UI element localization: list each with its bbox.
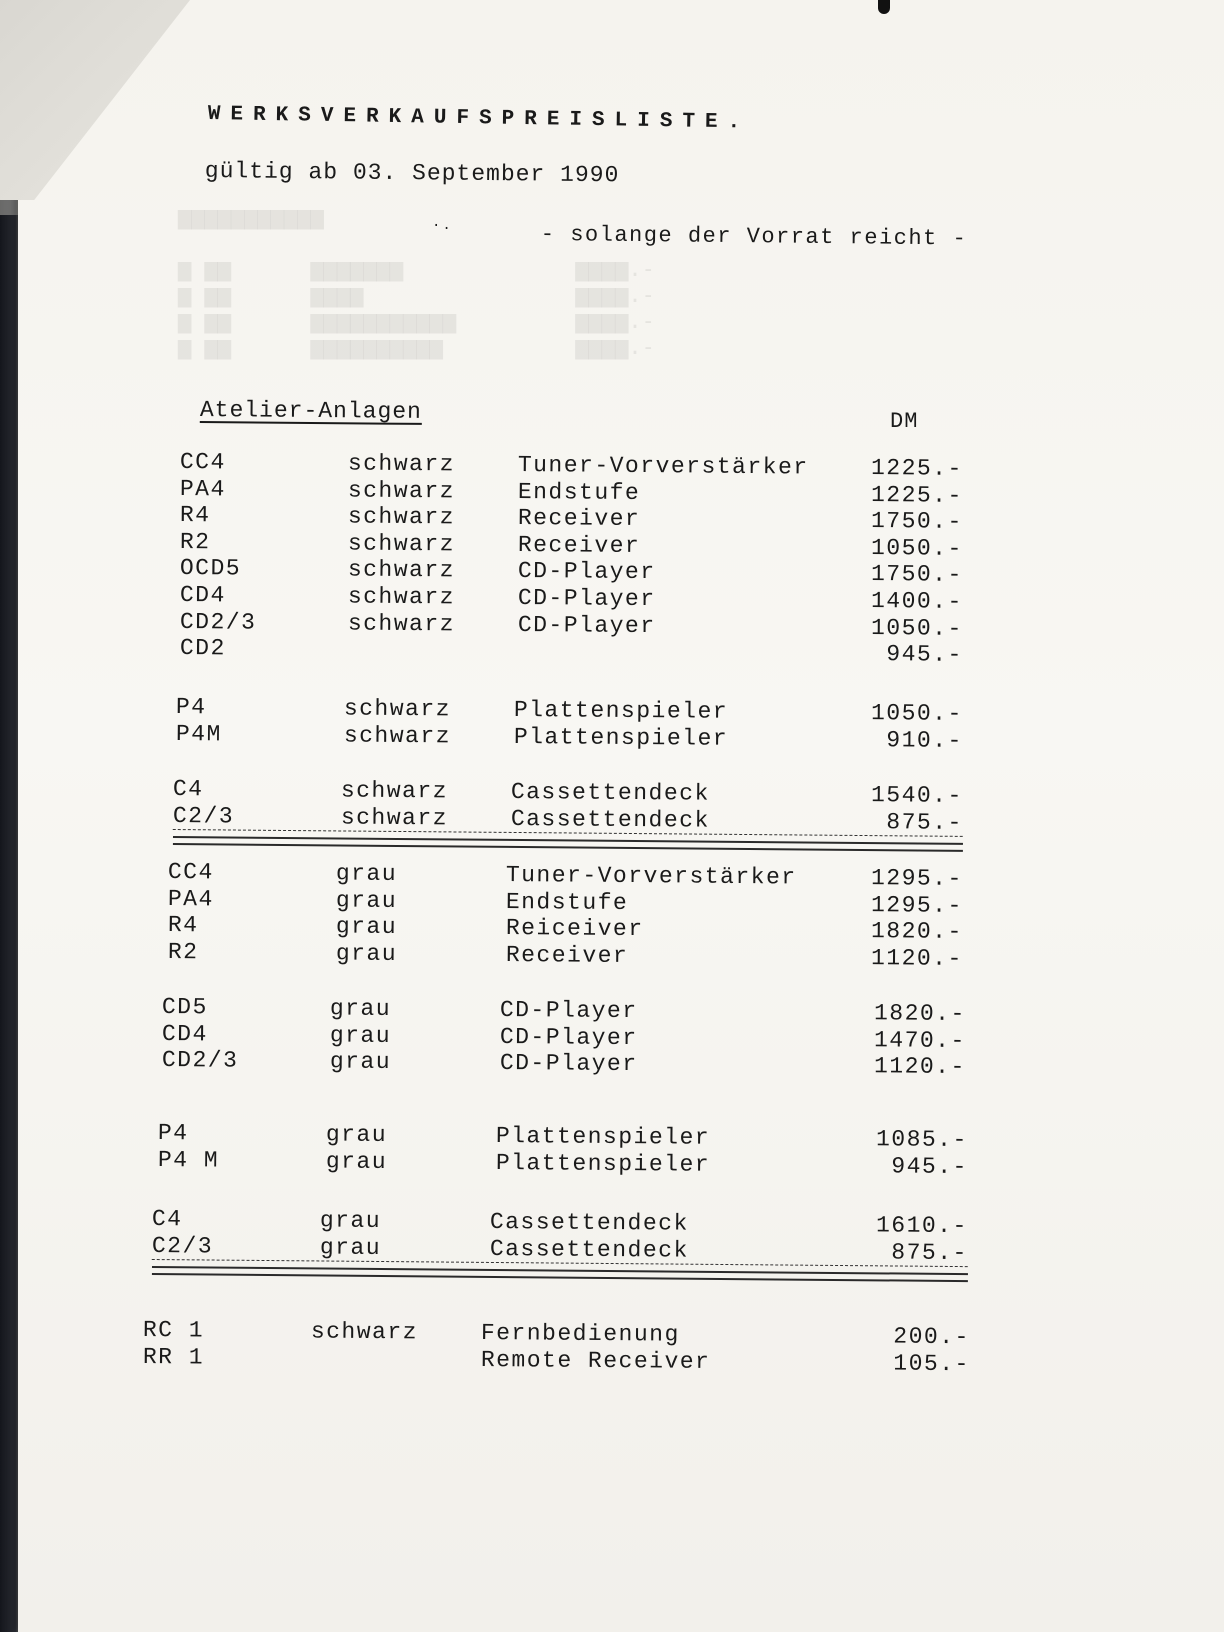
product-description: Tuner-Vorverstärker xyxy=(505,861,797,891)
model-code: CD2 xyxy=(179,635,226,662)
valid-from-date: gültig ab 03. September 1990 xyxy=(204,158,620,189)
product-description: Remote Receiver xyxy=(480,1346,711,1375)
model-code: P4M xyxy=(175,720,222,747)
currency-label: DM xyxy=(890,409,919,434)
finish-color: grau xyxy=(329,995,392,1022)
product-description: Fernbedienung xyxy=(480,1319,680,1348)
price-row xyxy=(180,635,963,668)
finish-color: schwarz xyxy=(347,477,456,504)
model-code: CD4 xyxy=(179,582,226,609)
model-code: CD4 xyxy=(161,1020,208,1047)
price-value: 875.- xyxy=(891,1239,968,1266)
price-value: 1400.- xyxy=(870,588,963,615)
product-description: CD-Player xyxy=(517,558,656,586)
finish-color: schwarz xyxy=(347,556,456,584)
product-description: CD-Player xyxy=(517,584,656,613)
finish-color: grau xyxy=(319,1234,382,1261)
model-code: R4 xyxy=(179,502,211,529)
finish-color: schwarz xyxy=(347,530,456,558)
model-code: PA4 xyxy=(167,885,214,912)
double-rule-divider xyxy=(173,836,963,852)
finish-color: schwarz xyxy=(343,695,452,723)
product-description: CD-Player xyxy=(499,996,638,1025)
finish-color: schwarz xyxy=(347,583,456,611)
product-description: Receiver xyxy=(505,941,629,969)
finish-color: grau xyxy=(329,1022,392,1049)
section-heading: Atelier-Anlagen xyxy=(199,397,423,425)
price-value: 1050.- xyxy=(870,700,963,727)
finish-color: schwarz xyxy=(347,450,456,478)
price-value: 1120.- xyxy=(870,944,963,972)
finish-color: grau xyxy=(335,860,398,887)
document-title: WERKSVERKAUFSPREISLISTE. xyxy=(207,103,751,135)
price-value: 1750.- xyxy=(870,508,963,536)
model-code: R4 xyxy=(167,912,199,939)
price-value: 1820.- xyxy=(873,1000,966,1028)
product-description: Endstufe xyxy=(517,478,641,506)
product-description: Cassettendeck xyxy=(510,805,710,834)
finish-color: grau xyxy=(335,940,398,967)
price-row xyxy=(162,1047,966,1080)
model-code: C4 xyxy=(172,776,204,803)
finish-color: schwarz xyxy=(347,610,456,637)
price-value: 945.- xyxy=(891,1152,968,1180)
model-code: CD2/3 xyxy=(179,608,257,636)
finish-color: grau xyxy=(329,1048,392,1076)
stock-note: - solange der Vorrat reicht - xyxy=(540,222,968,252)
price-value: 1820.- xyxy=(870,918,963,946)
price-value: 1750.- xyxy=(870,561,963,589)
product-description: Cassettendeck xyxy=(489,1235,689,1264)
finish-color: grau xyxy=(325,1148,388,1175)
model-code: P4 M xyxy=(157,1146,220,1174)
product-description: CD-Player xyxy=(499,1023,638,1051)
finish-color: schwarz xyxy=(343,722,452,749)
ink-mark xyxy=(878,0,890,14)
price-value: 1610.- xyxy=(875,1212,968,1240)
price-value: 200.- xyxy=(893,1323,970,1351)
model-code: CD2/3 xyxy=(161,1047,239,1074)
finish-color: schwarz xyxy=(340,777,449,805)
model-code: P4 xyxy=(175,694,207,721)
model-code: R2 xyxy=(179,528,211,556)
model-code: CC4 xyxy=(167,859,214,886)
price-value: 1540.- xyxy=(870,782,963,809)
model-code: C2/3 xyxy=(151,1232,214,1260)
finish-color: schwarz xyxy=(310,1318,419,1346)
price-value: 1050.- xyxy=(870,614,963,642)
product-description: Receiver xyxy=(517,505,641,533)
price-value: 1225.- xyxy=(870,455,963,482)
product-description: CD-Player xyxy=(517,611,656,639)
finish-color: grau xyxy=(335,887,398,914)
model-code: R2 xyxy=(167,938,199,966)
product-description: Cassettendeck xyxy=(489,1208,689,1237)
price-value: 1295.- xyxy=(870,865,963,892)
double-rule-divider xyxy=(152,1266,968,1282)
model-code: RC 1 xyxy=(142,1317,205,1344)
product-description: Plattenspieler xyxy=(513,723,729,752)
price-value: 1470.- xyxy=(873,1026,966,1054)
price-value: 105.- xyxy=(893,1350,970,1377)
model-code: PA4 xyxy=(179,475,226,502)
product-description: Reiceiver xyxy=(505,915,644,943)
price-value: 1050.- xyxy=(870,534,963,562)
finish-color: schwarz xyxy=(347,503,456,531)
price-value: 910.- xyxy=(886,726,963,754)
price-value: 875.- xyxy=(886,808,963,836)
model-code: CC4 xyxy=(179,449,226,476)
finish-color: grau xyxy=(335,913,398,941)
price-value: 1120.- xyxy=(873,1053,966,1081)
product-description: Cassettendeck xyxy=(510,778,710,807)
price-value: 945.- xyxy=(886,641,963,669)
show-through-texture: ▆▆▆▆▆▆▆▆▆▆▆ ▆ ▆▆ ▆▆▆▆▆▆▆ ▆▆▆▆.- ▆ ▆▆ ▆▆▆▆ ▆▆▆▆.- ▆ ▆▆ ▆▆▆▆▆▆▆▆▆▆▆ ▆▆▆▆.- ▆ ▆▆ ▆▆▆▆▆▆▆▆▆▆ ▆▆▆▆.- xyxy=(178,205,655,360)
product-description: Plattenspieler xyxy=(495,1149,711,1178)
model-code: OCD5 xyxy=(179,555,242,582)
stray-ink-dots: ·. xyxy=(432,218,453,234)
product-description: Receiver xyxy=(517,531,641,559)
finish-color: schwarz xyxy=(340,804,449,831)
price-value: 1295.- xyxy=(870,891,963,919)
price-value: 1225.- xyxy=(870,481,963,509)
price-value: 1085.- xyxy=(875,1126,968,1154)
model-code: C2/3 xyxy=(172,802,235,830)
model-code: C4 xyxy=(151,1206,183,1233)
product-description: Plattenspieler xyxy=(495,1122,711,1151)
model-code: CD5 xyxy=(161,994,208,1021)
product-description: Endstufe xyxy=(505,888,629,916)
product-description: Tuner-Vorverstärker xyxy=(517,451,809,481)
price-list-sheet xyxy=(18,0,1224,1632)
product-description: Plattenspieler xyxy=(513,696,729,725)
finish-color: grau xyxy=(325,1121,388,1148)
finish-color: grau xyxy=(319,1207,382,1234)
product-description: CD-Player xyxy=(499,1050,638,1078)
model-code: RR 1 xyxy=(142,1343,205,1371)
model-code: P4 xyxy=(157,1120,189,1147)
